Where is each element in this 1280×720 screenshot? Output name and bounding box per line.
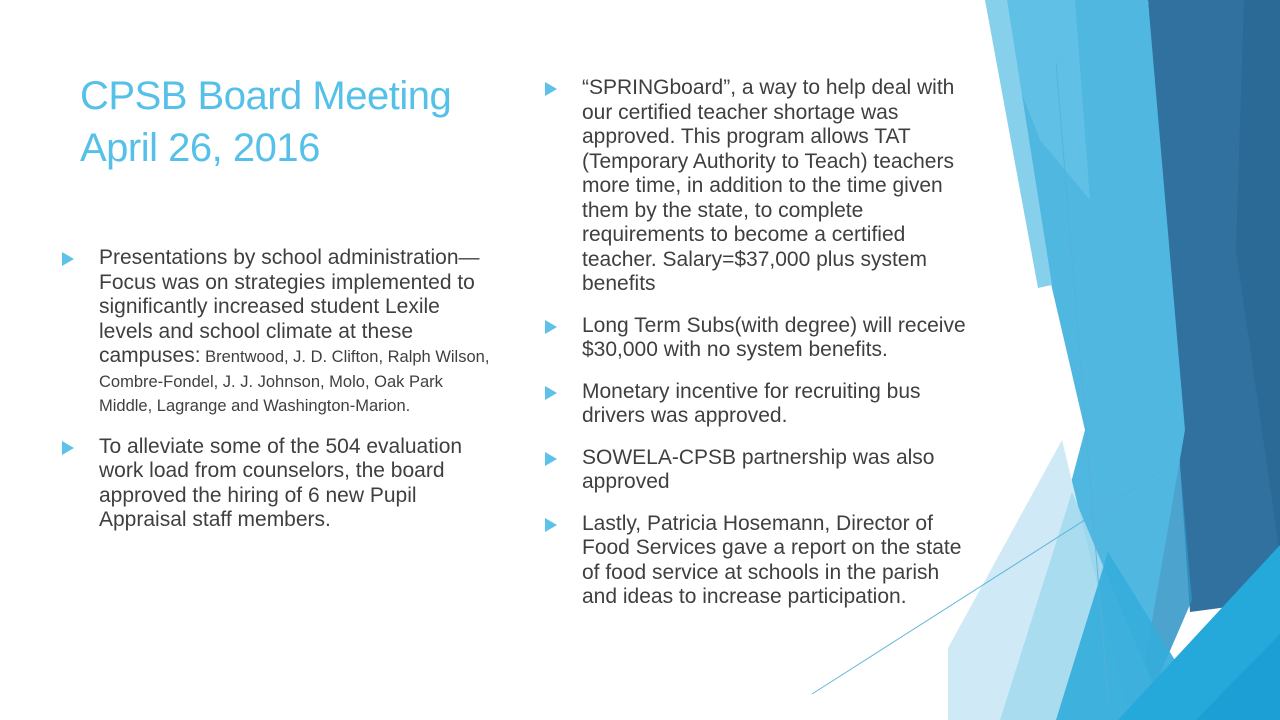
bullet-item (62, 246, 494, 418)
bullet-text: SOWELA-CPSB partnership was also approved (582, 445, 935, 493)
bullet-triangle-icon (545, 386, 557, 400)
bullet-item (545, 380, 975, 429)
bullet-text: Monetary incentive for recruiting bus drivers was approved. (582, 379, 921, 427)
slide-title (80, 70, 580, 174)
bullet-item (545, 512, 975, 610)
bullet-triangle-icon (62, 441, 74, 455)
bullet-text (99, 246, 494, 418)
bullet-item (62, 435, 494, 533)
bullet-item (545, 314, 975, 363)
bullet-triangle-icon (545, 320, 557, 334)
bullet-text: Lastly, Patricia Hosemann, Director of Food Services gave a report on the state of food service at schools in the parish and ideas to increase participation. (582, 511, 962, 608)
slide-title-line1: CPSB Board Meeting (80, 74, 452, 118)
slide-title-line2: April 26, 2016 (80, 126, 320, 170)
left-column (62, 246, 494, 550)
bullet-text: To alleviate some of the 504 evaluation work load from counselors, the board approved the hiring of 6 new Pupil Appraisal staff members. (99, 434, 463, 531)
bullet-main-text: Presentations by school administration—Focus was on strategies implemented to significantly increased student Lexile levels and school climate at these campuses: (99, 246, 480, 367)
bullet-item (545, 76, 975, 297)
right-column (545, 76, 975, 627)
bullet-detail-text: Brentwood, J. D. Clifton, Ralph Wilson, Combre-Fondel, J. J. Johnson, Molo, Oak Park Middle, Lagrange and Washington-Marion. (99, 348, 490, 415)
bullet-item (545, 446, 975, 495)
bullet-triangle-icon (62, 252, 74, 266)
bullet-text: Long Term Subs(with degree) will receive $30,000 with no system benefits. (582, 313, 966, 361)
bullet-text: “SPRINGboard”, a way to help deal with our certified teacher shortage was approved. This program allows TAT (Temporary Authority to Teach) teachers more time, in addition to the time given them by the state, to complete requirements to become a certified teacher. Salary=$37,000 plus system benefits (582, 76, 955, 295)
bullet-triangle-icon (545, 518, 557, 532)
bullet-triangle-icon (545, 82, 557, 96)
bullet-triangle-icon (545, 452, 557, 466)
